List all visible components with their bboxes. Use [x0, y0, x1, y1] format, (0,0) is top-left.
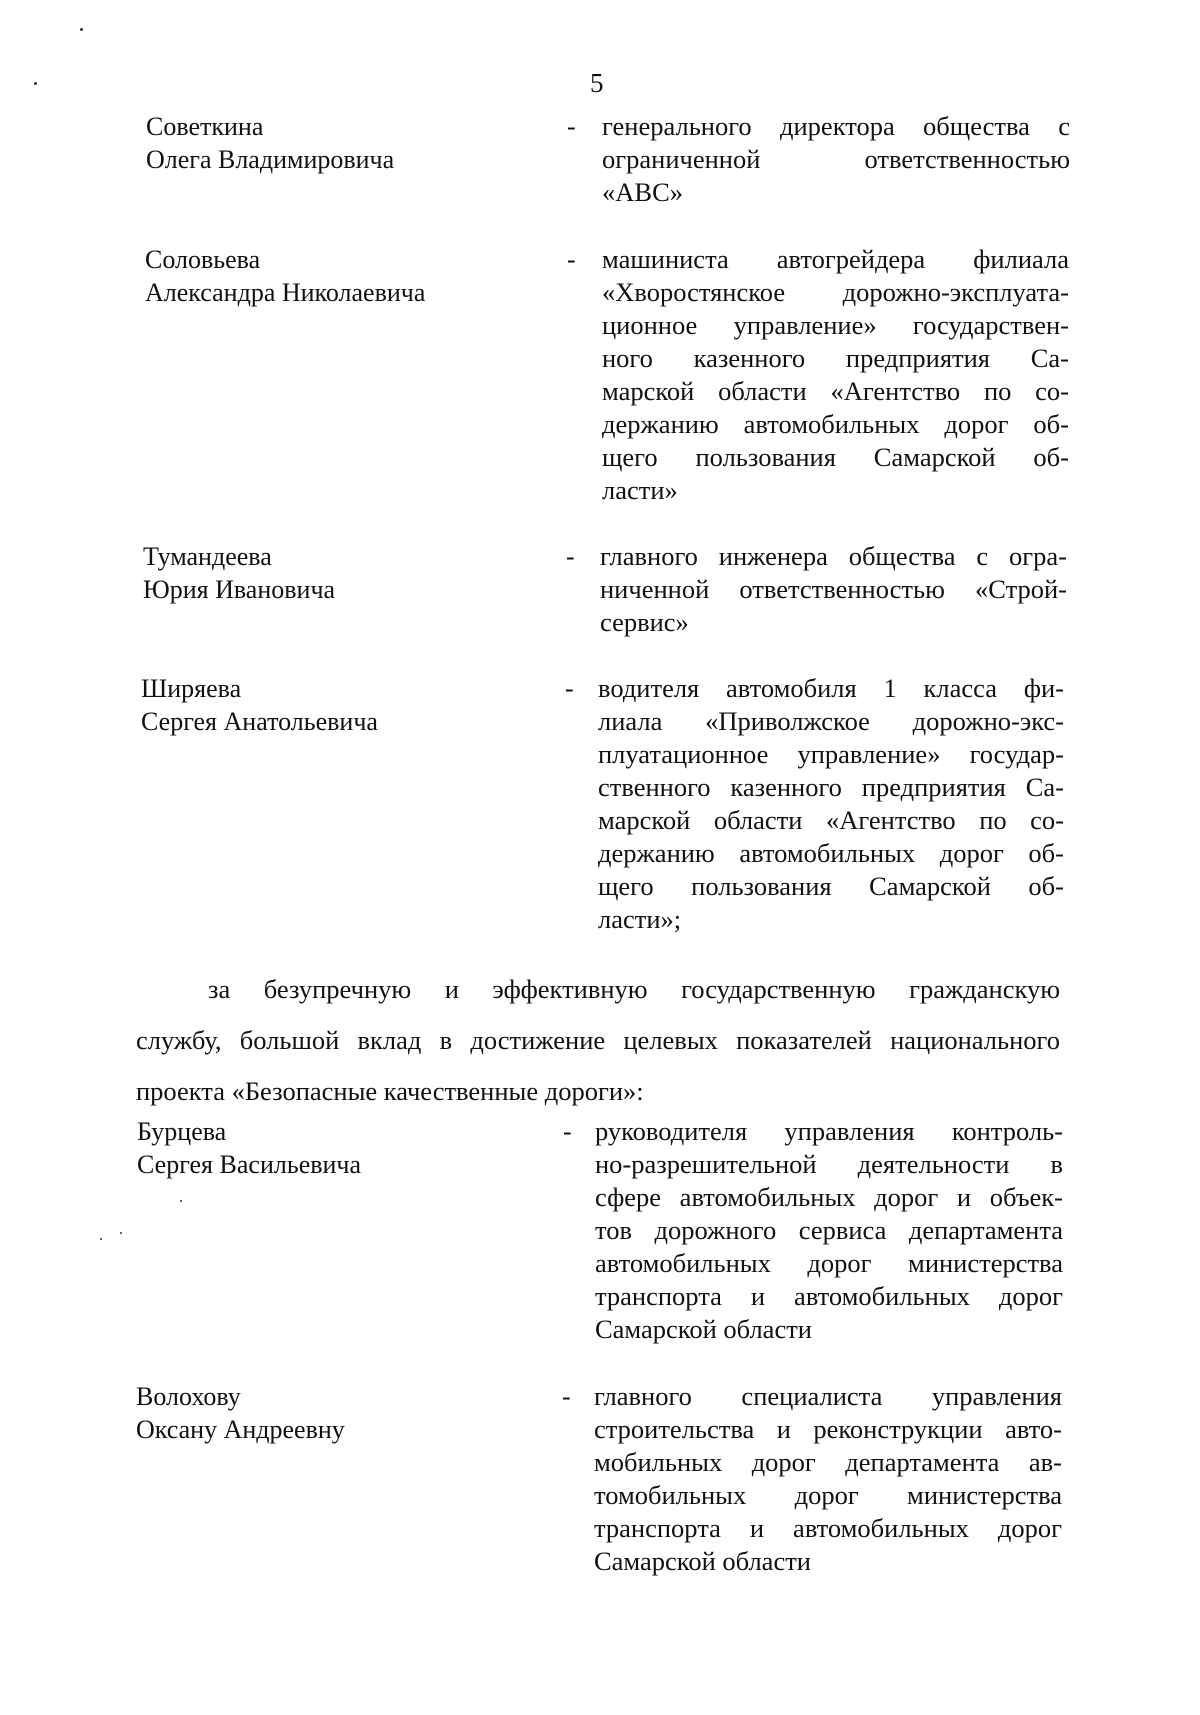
- description-line: щего пользования Самарской об-: [602, 442, 1069, 472]
- description-line: главного инженера общества с огра-: [600, 541, 1067, 571]
- page-number: 5: [590, 68, 604, 98]
- person-name: [137, 1115, 361, 1181]
- description-line: транспорта и автомобильных дорог: [594, 1513, 1062, 1543]
- scan-speck: [180, 1200, 182, 1202]
- scan-speck: [80, 28, 83, 31]
- description-line: плуатационное управление» государ-: [598, 739, 1064, 769]
- description-line: щего пользования Самарской об-: [598, 871, 1064, 901]
- description-line: Самарской области: [595, 1314, 812, 1344]
- person-surname: Соловьева: [145, 245, 261, 274]
- person-name: [145, 243, 425, 309]
- description-line: транспорта и автомобильных дорог: [595, 1281, 1063, 1311]
- description-line: ниченной ответственностью «Строй-: [600, 574, 1067, 604]
- description-line: ционное управление» государствен-: [602, 310, 1069, 340]
- entry-dash: -: [566, 542, 575, 571]
- paragraph-line: проекта «Безопасные качественные дороги»:: [136, 1076, 644, 1106]
- description-line: «Хворостянское дорожно-эксплуата-: [602, 277, 1069, 307]
- description-line: ного казенного предприятия Са-: [602, 343, 1069, 373]
- award-reason-paragraph: [136, 964, 1060, 1117]
- description-line: Самарской области: [594, 1546, 811, 1576]
- description-line: «АВС»: [602, 177, 683, 207]
- description-line: ласти»;: [598, 904, 682, 934]
- entry-dash: -: [563, 1117, 572, 1146]
- description-line: томобильных дорог министерства: [594, 1480, 1062, 1510]
- description-line: марской области «Агентство по со-: [598, 805, 1064, 835]
- person-name: [143, 540, 335, 606]
- description-line: но-разрешительной деятельности в: [595, 1149, 1063, 1179]
- position-description: [602, 110, 1070, 209]
- description-line: ласти»: [602, 475, 678, 505]
- position-description: [600, 540, 1067, 639]
- description-line: строительства и реконструкции авто-: [594, 1414, 1062, 1444]
- description-line: держанию автомобильных дорог об-: [602, 409, 1069, 439]
- description-line: главного специалиста управления: [594, 1381, 1062, 1411]
- entry-dash: -: [567, 245, 576, 274]
- scan-speck: [120, 1232, 122, 1234]
- description-line: машиниста автогрейдера филиала: [602, 244, 1069, 274]
- description-line: лиала «Приволжское дорожно-экс-: [598, 706, 1064, 736]
- position-description: [602, 243, 1069, 507]
- scan-speck: [100, 1238, 102, 1240]
- person-given-names: Юрия Ивановича: [143, 575, 336, 604]
- position-description: [594, 1380, 1062, 1578]
- person-surname: Бурцева: [137, 1117, 227, 1146]
- position-description: [595, 1115, 1063, 1346]
- person-given-names: Александра Николаевича: [145, 278, 426, 307]
- description-line: сфере автомобильных дорог и объек-: [595, 1182, 1063, 1212]
- description-line: держанию автомобильных дорог об-: [598, 838, 1064, 868]
- person-given-names: Оксану Андреевну: [136, 1415, 345, 1444]
- person-given-names: Сергея Анатольевича: [141, 707, 378, 736]
- description-line: руководителя управления контроль-: [595, 1116, 1063, 1146]
- person-given-names: Сергея Васильевича: [137, 1150, 362, 1179]
- entry-dash: -: [565, 674, 574, 703]
- entry-dash: -: [562, 1382, 571, 1411]
- paragraph-line: службу, большой вклад в достижение целевых показателей национального: [136, 1025, 1060, 1055]
- description-line: водителя автомобиля 1 класса фи-: [598, 673, 1064, 703]
- person-name: [136, 1380, 345, 1446]
- description-line: автомобильных дорог министерства: [595, 1248, 1063, 1278]
- description-line: марской области «Агентство по со-: [602, 376, 1069, 406]
- description-line: ственного казенного предприятия Са-: [598, 772, 1064, 802]
- person-given-names: Олега Владимировича: [146, 145, 395, 174]
- description-line: мобильных дорог департамента ав-: [594, 1447, 1062, 1477]
- person-surname: Волохову: [136, 1382, 241, 1411]
- description-line: сервис»: [600, 607, 689, 637]
- scan-speck: [34, 82, 37, 85]
- paragraph-line: за безупречную и эффективную государственную гражданскую: [208, 974, 1060, 1004]
- description-line: генерального директора общества с: [602, 111, 1070, 141]
- person-name: [146, 110, 394, 176]
- person-surname: Ширяева: [141, 674, 242, 703]
- position-description: [598, 672, 1064, 936]
- entry-dash: -: [567, 112, 576, 141]
- description-line: тов дорожного сервиса департамента: [595, 1215, 1063, 1245]
- description-line: ограниченной ответственностью: [602, 144, 1070, 174]
- person-surname: Тумандеева: [143, 542, 272, 571]
- person-name: [141, 672, 378, 738]
- person-surname: Советкина: [146, 112, 264, 141]
